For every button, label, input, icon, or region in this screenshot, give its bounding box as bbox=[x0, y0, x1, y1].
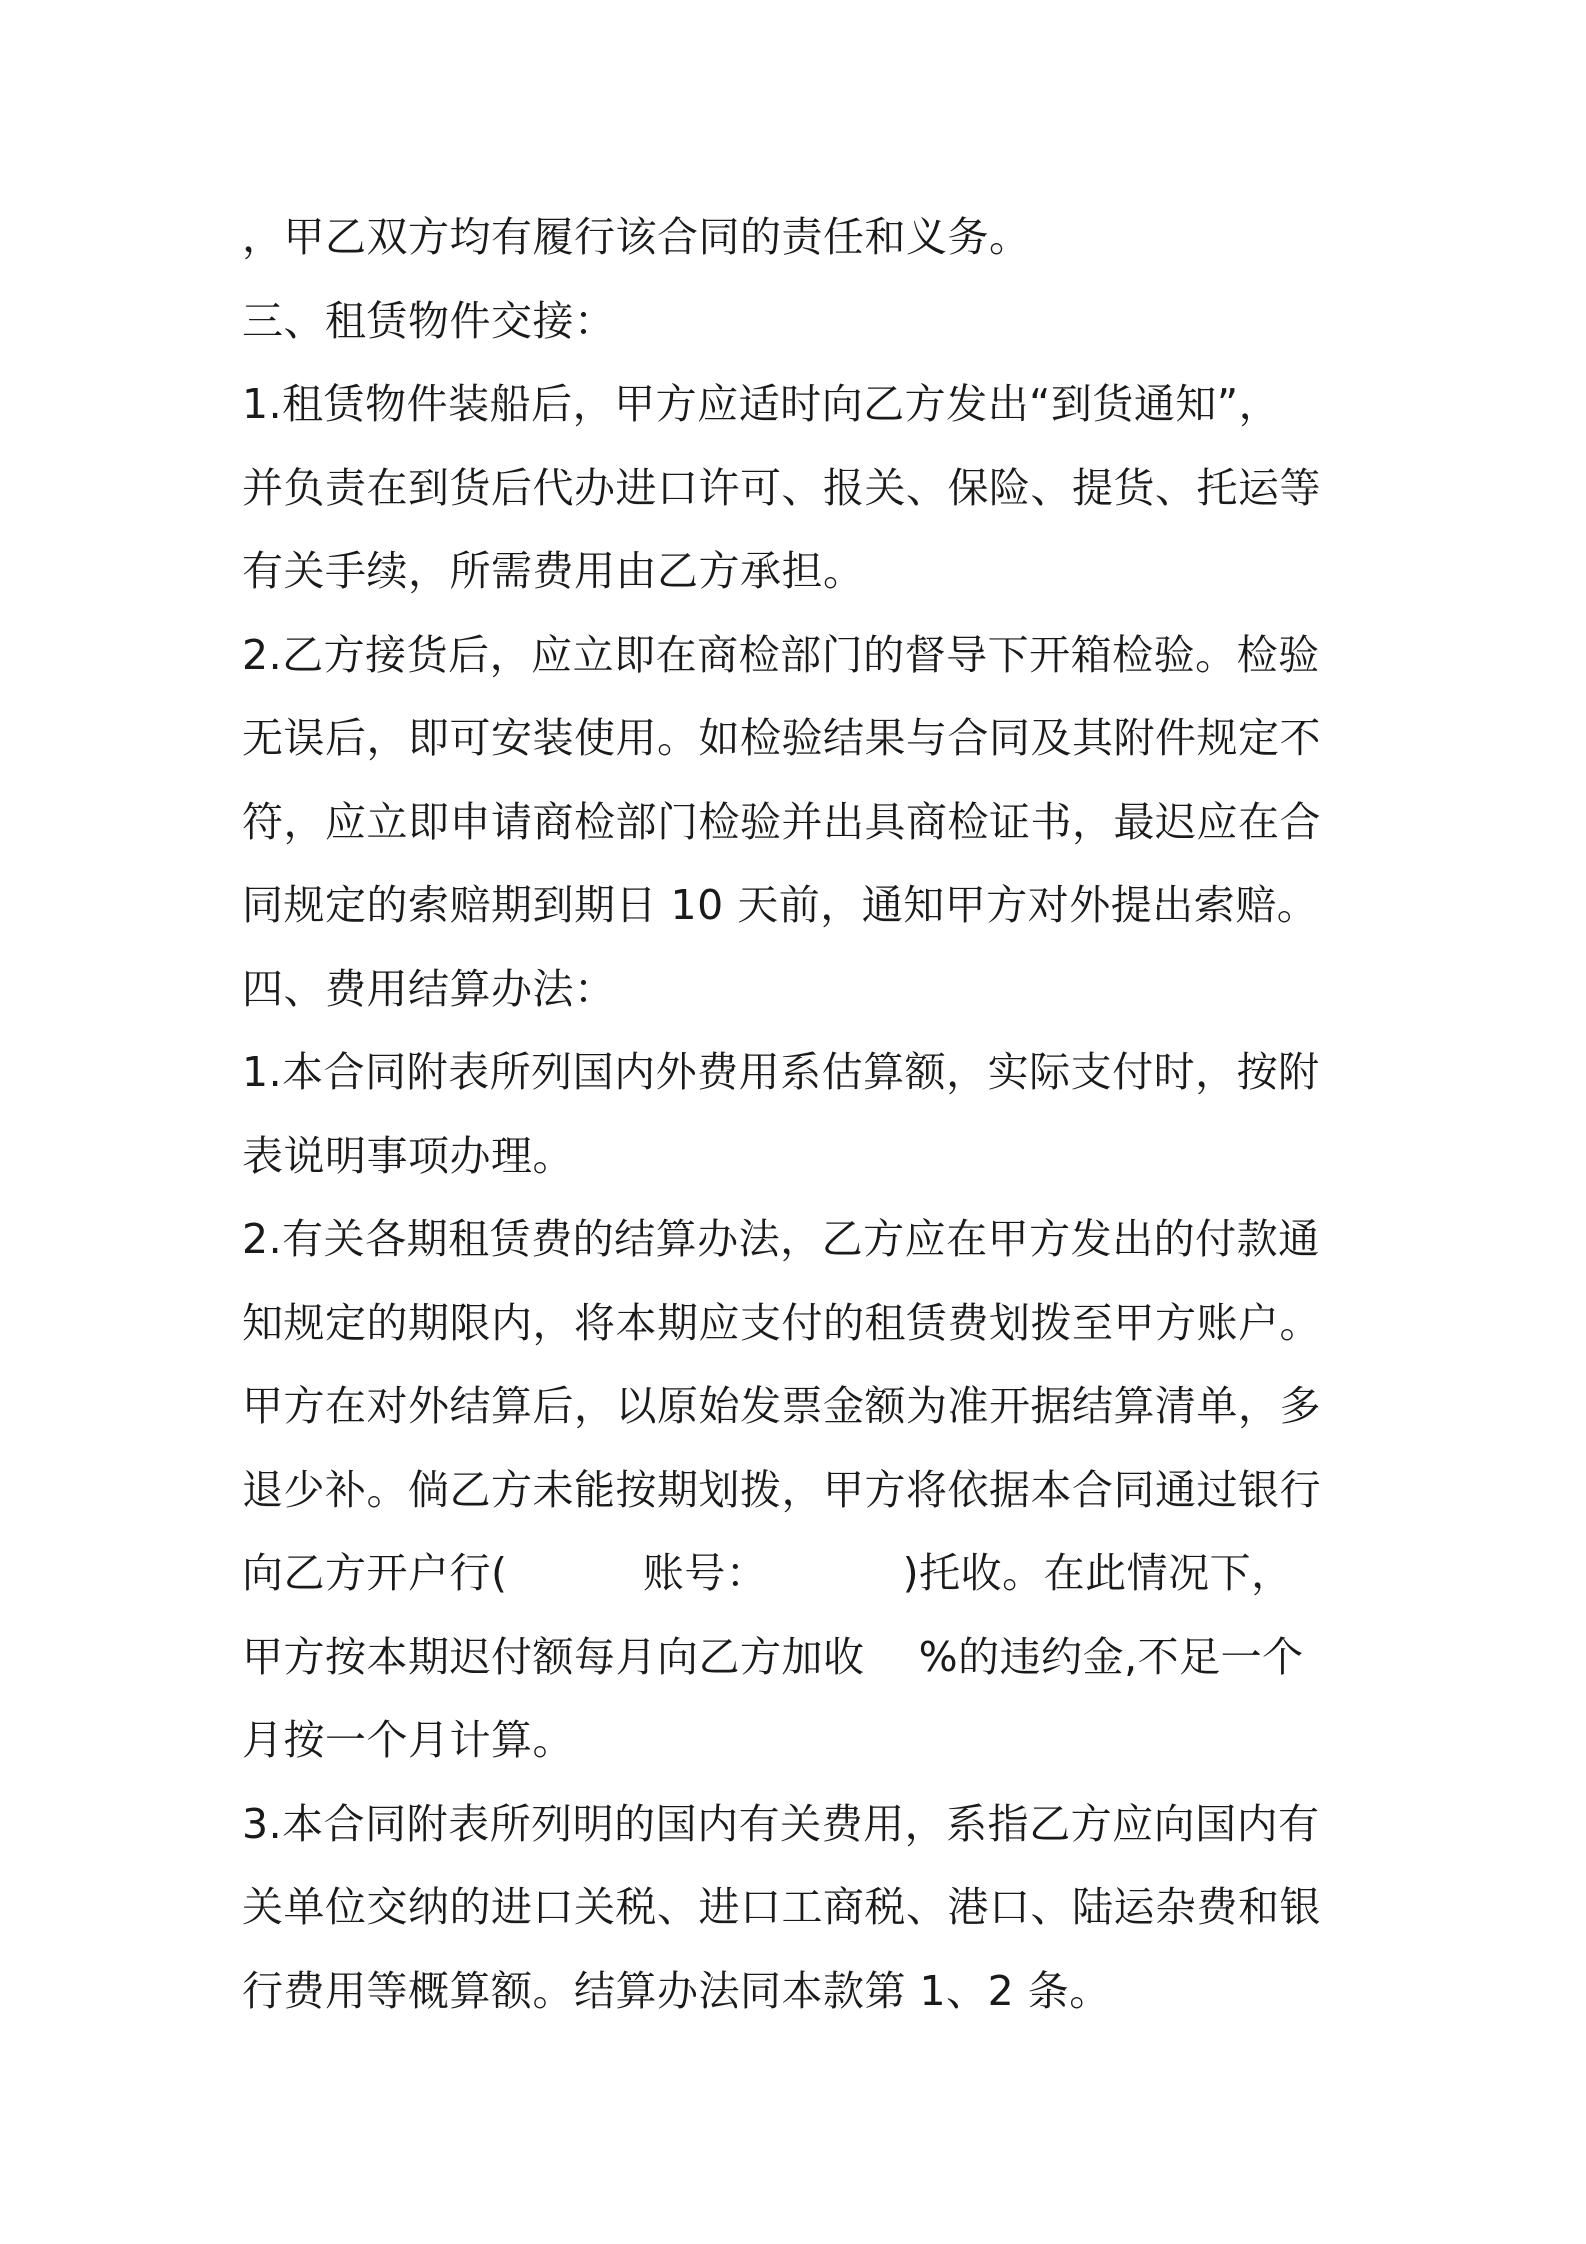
text-line: 向乙方开户行( 账号： )托收。在此情况下， bbox=[242, 1549, 1293, 1597]
text-line: 符，应立即申请商检部门检验并出具商检证书，最迟应在合 bbox=[242, 797, 1321, 846]
section-heading-3: 三、租赁物件交接： bbox=[242, 296, 616, 345]
text-line: 有关手续，所需费用由乙方承担。 bbox=[242, 547, 865, 595]
text-line: 3.本合同附表所列明的国内有关费用，系指乙方应向国内有 bbox=[242, 1799, 1320, 1848]
text-line: 月按一个月计算。 bbox=[242, 1716, 574, 1764]
contract-text bbox=[242, 196, 1352, 2033]
text-line: 2.有关各期租赁费的结算办法，乙方应在甲方发出的付款通 bbox=[242, 1215, 1320, 1263]
section-heading-4: 四、费用结算办法： bbox=[242, 964, 616, 1013]
text-line: 表说明事项办理。 bbox=[242, 1131, 574, 1180]
text-line: 2.乙方接货后，应立即在商检部门的督导下开箱检验。检验 bbox=[242, 630, 1320, 679]
text-line: 甲方按本期迟付额每月向乙方加收 %的违约金,不足一个 bbox=[242, 1632, 1304, 1681]
text-line: 同规定的索赔期到期日 10 天前，通知甲方对外提出索赔。 bbox=[242, 881, 1319, 929]
text-line: 关单位交纳的进口关税、进口工商税、港口、陆运杂费和银 bbox=[242, 1883, 1321, 1931]
text-line: 退少补。倘乙方未能按期划拨，甲方将依据本合同通过银行 bbox=[242, 1465, 1321, 1514]
text-line: 1.本合同附表所列国内外费用系估算额，实际支付时，按附 bbox=[242, 1048, 1320, 1096]
text-line: 甲方在对外结算后，以原始发票金额为准开据结算清单，多 bbox=[242, 1382, 1321, 1430]
text-line: 无误后，即可安装使用。如检验结果与合同及其附件规定不 bbox=[242, 714, 1321, 762]
text-line: 行费用等概算额。结算办法同本款第 1、2 条。 bbox=[242, 1966, 1111, 2015]
text-line: 并负责在到货后代办进口许可、报关、保险、提货、托运等 bbox=[242, 463, 1321, 512]
text-line: 知规定的期限内，将本期应支付的租赁费划拨至甲方账户。 bbox=[242, 1298, 1321, 1347]
text-line: ，甲乙双方均有履行该合同的责任和义务。 bbox=[242, 213, 1031, 261]
text-line: 1.租赁物件装船后，甲方应适时向乙方发出“到货通知”， bbox=[242, 380, 1281, 428]
